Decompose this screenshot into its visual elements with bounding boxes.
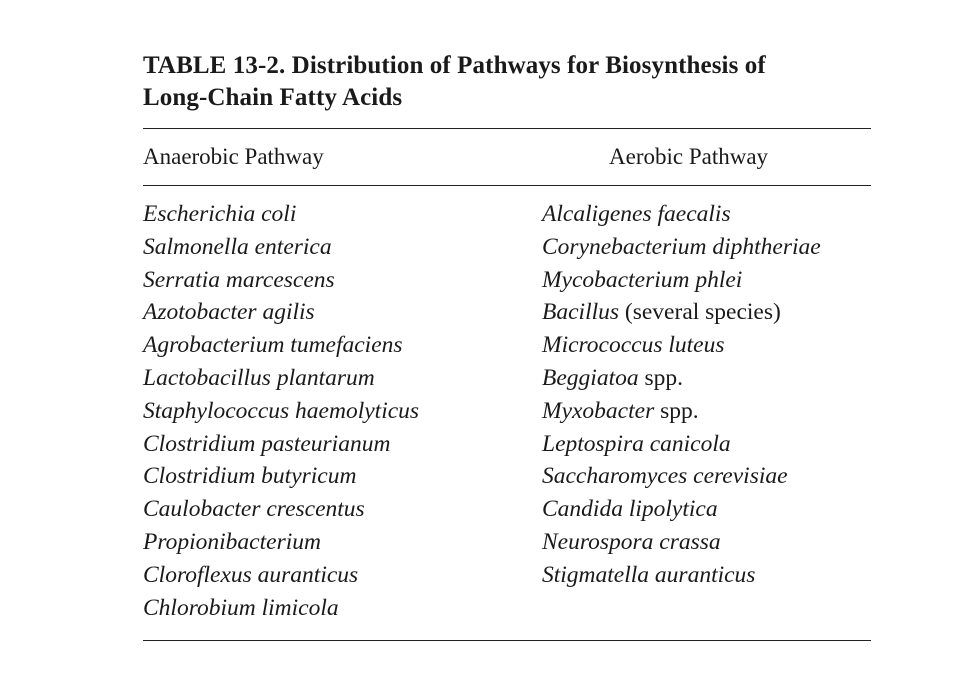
bottom-rule bbox=[143, 640, 871, 641]
anaerobic-organism bbox=[143, 264, 419, 297]
organism-name: Staphylococcus haemolyticus bbox=[143, 397, 420, 424]
aerobic-organism bbox=[542, 395, 821, 428]
organism-name: Cloroflexus auranticus bbox=[143, 561, 359, 588]
organism-name: Chlorobium limicola bbox=[143, 594, 339, 621]
organism-name: Propionibacterium bbox=[143, 528, 321, 555]
anaerobic-organism bbox=[143, 296, 419, 329]
organism-name: Corynebacterium diphtheriae bbox=[542, 233, 821, 260]
aerobic-organism bbox=[542, 231, 821, 264]
caption-line-1: TABLE 13-2. Distribution of Pathways for Biosynthesis of bbox=[143, 52, 766, 79]
aerobic-organism bbox=[542, 362, 821, 395]
anaerobic-organism bbox=[143, 329, 419, 362]
anaerobic-organism bbox=[143, 395, 419, 428]
organism-name: Neurospora crassa bbox=[542, 528, 721, 555]
organism-name: Candida lipolytica bbox=[542, 496, 718, 523]
anaerobic-organism bbox=[143, 198, 419, 231]
table-block bbox=[143, 50, 871, 641]
header-anaerobic: Anaerobic Pathway bbox=[143, 144, 324, 169]
anaerobic-organism bbox=[143, 493, 419, 526]
organism-name: Micrococcus luteus bbox=[542, 332, 725, 359]
organism-name: Escherichia coli bbox=[143, 201, 297, 227]
organism-note: spp. bbox=[654, 397, 699, 424]
organism-name: Stigmatella auranticus bbox=[542, 561, 756, 588]
header-aerobic: Aerobic Pathway bbox=[609, 144, 769, 169]
aerobic-organism bbox=[542, 329, 821, 362]
aerobic-organism bbox=[542, 526, 821, 559]
anaerobic-organism bbox=[143, 231, 419, 264]
aerobic-organism bbox=[542, 493, 821, 526]
organism-name: Lactobacillus plantarum bbox=[143, 364, 375, 391]
aerobic-organism bbox=[542, 428, 821, 461]
organism-name: Salmonella enterica bbox=[143, 233, 332, 260]
table-caption bbox=[143, 50, 871, 114]
organism-name: Azotobacter agilis bbox=[143, 299, 315, 326]
aerobic-organism bbox=[542, 559, 821, 592]
anaerobic-organism bbox=[143, 592, 419, 625]
organism-name: Agrobacterium tumefaciens bbox=[143, 332, 403, 359]
aerobic-organism bbox=[542, 460, 821, 493]
organism-name: Clostridium pasteurianum bbox=[143, 430, 391, 457]
organism-name: Clostridium butyricum bbox=[143, 463, 357, 490]
aerobic-organism bbox=[542, 264, 821, 297]
organism-name: Serratia marcescens bbox=[143, 266, 335, 293]
anaerobic-organism bbox=[143, 460, 419, 493]
anaerobic-column bbox=[143, 198, 419, 624]
anaerobic-organism bbox=[143, 526, 419, 559]
organism-note: (several species) bbox=[619, 299, 781, 326]
table-header-row bbox=[143, 129, 871, 185]
anaerobic-organism bbox=[143, 428, 419, 461]
organism-note: spp. bbox=[638, 364, 683, 391]
organism-name: Caulobacter crescentus bbox=[143, 496, 365, 523]
caption-line-2: Long-Chain Fatty Acids bbox=[143, 84, 403, 111]
anaerobic-organism bbox=[143, 559, 419, 592]
organism-name: Mycobacterium phlei bbox=[542, 266, 743, 293]
organism-name: Bacillus bbox=[542, 299, 620, 326]
organism-name: Beggiatoa bbox=[542, 364, 639, 391]
organism-name: Alcaligenes faecalis bbox=[542, 201, 731, 227]
table-body bbox=[143, 186, 871, 640]
aerobic-column bbox=[542, 198, 821, 592]
anaerobic-organism bbox=[143, 362, 419, 395]
aerobic-organism bbox=[542, 198, 821, 231]
aerobic-organism bbox=[542, 296, 821, 329]
organism-name: Saccharomyces cerevisiae bbox=[542, 463, 788, 490]
organism-name: Leptospira canicola bbox=[542, 430, 731, 457]
organism-name: Myxobacter bbox=[542, 397, 655, 424]
